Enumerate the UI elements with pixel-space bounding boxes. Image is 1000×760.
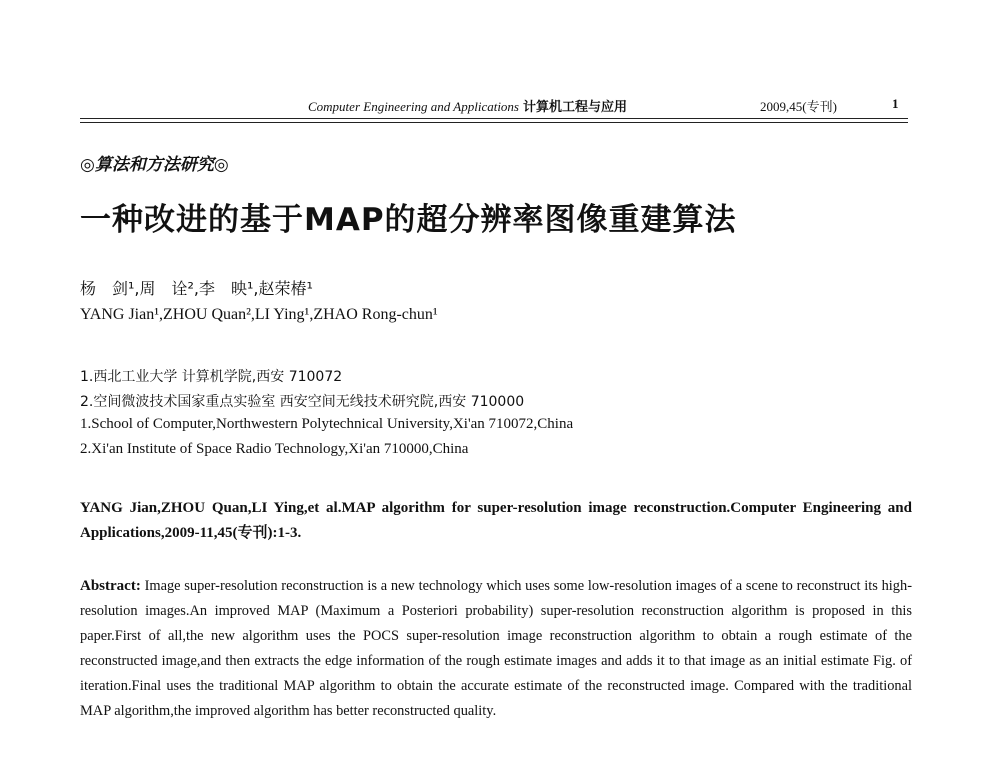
affiliation-1-en: 1.School of Computer,Northwestern Polytechnical University,Xi'an 710072,China (80, 416, 574, 432)
affiliation-2-en: 2.Xi'an Institute of Space Radio Technology,Xi'an 710000,China (80, 441, 469, 457)
authors-english: YANG Jian¹,ZHOU Quan²,LI Ying¹,ZHAO Rong-chun¹ (80, 306, 438, 323)
abstract (80, 574, 912, 724)
journal-name (308, 96, 627, 115)
journal-name-en: Computer Engineering and Applications (308, 99, 519, 114)
affiliation-2-cn: 2.空间微波技术国家重点实验室 西安空间无线技术研究院,西安 710000 (80, 394, 525, 410)
citation: YANG Jian,ZHOU Quan,LI Ying,et al.MAP algorithm for super-resolution image reconstruction.Computer Engineering and Applications,2009-11,45(专刊):1-3. (80, 500, 912, 541)
affiliation-1-cn: 1.西北工业大学 计算机学院,西安 710072 (80, 369, 343, 385)
section-tag: ◎算法和方法研究◎ (80, 155, 229, 175)
header-rule-bottom (80, 122, 908, 123)
paper-title: 一种改进的基于MAP的超分辨率图像重建算法 (80, 202, 737, 238)
journal-name-cn: 计算机工程与应用 (523, 100, 628, 115)
header-rule-top (80, 118, 908, 119)
abstract-label: Abstract: (80, 578, 141, 594)
issue-info: 2009,45(专刊) (760, 99, 837, 114)
page-number: 1 (892, 96, 899, 111)
running-header (80, 92, 908, 116)
abstract-text: Image super-resolution reconstruction is a new technology which uses some low-resolution images of a scene to reconstruct its high-resolution images.An improved MAP (Maximum a Posteriori probability) super-resolution reconstruction algorithm is proposed in this paper.First of all,the new algorithm uses the POCS super-resolution image reconstruction algorithm to obtain a rough estimate of the reconstructed image,and then extracts the edge information of the rough estimate images and adds it to that image as an initial estimate Fig. of iteration.Final uses the traditional MAP algorithm to obtain the accurate estimate of the reconstructed image. Compared with the traditional MAP algorithm,the improved algorithm has better reconstructed quality. (80, 578, 912, 719)
authors-chinese: 杨 剑¹,周 诠²,李 映¹,赵荣椿¹ (80, 279, 313, 298)
